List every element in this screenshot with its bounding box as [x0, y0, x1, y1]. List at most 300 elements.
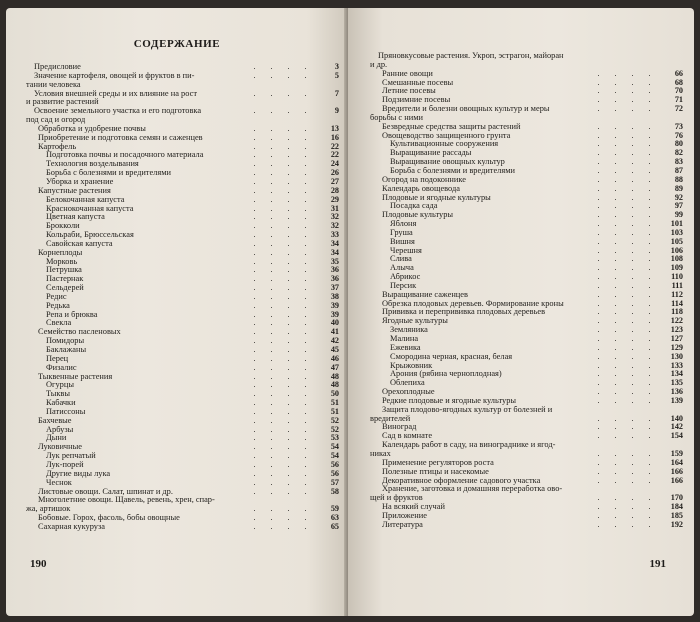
toc-leader-dots: . . . .	[597, 520, 657, 529]
toc-entry-page: 40	[330, 319, 339, 328]
toc-entry-page: 48	[330, 381, 339, 390]
toc-entry-title: Защита плодово-ягодных культур от болезней и	[382, 405, 553, 414]
toc-entry-title: Помидоры	[46, 337, 85, 346]
toc-entry-title: Календарь работ в саду, на винограднике и ягод-	[382, 441, 556, 450]
toc-entry	[370, 468, 683, 477]
toc-entry-title: Пастернак	[46, 275, 84, 284]
toc-leader-dots: . . . .	[597, 299, 657, 308]
toc-entry-title: под сад и огород	[26, 116, 86, 125]
toc-entry-title: Свекла	[46, 319, 72, 328]
toc-entry-title: Патиссоны	[46, 407, 86, 416]
toc-entry	[370, 503, 683, 512]
toc-entry-title: Сельдерей	[46, 284, 84, 293]
toc-entry-title: Груша	[390, 228, 413, 237]
toc-entry-page: 58	[330, 487, 339, 496]
toc-entry	[370, 220, 683, 229]
toc-entry	[370, 202, 683, 211]
toc-entry-page: 127	[670, 335, 683, 343]
toc-entry-title: Обрезка плодовых деревьев. Формирование кроны	[382, 299, 564, 308]
toc-entry-title: Савойская капуста	[46, 239, 113, 248]
toc-entry-title: Бобовые. Горох, фасоль, бобы овощные	[38, 514, 180, 523]
toc-entry-page: 52	[330, 425, 339, 434]
toc-entry	[370, 379, 683, 388]
toc-entry	[26, 434, 339, 443]
toc-leader-dots: . . . .	[253, 63, 313, 71]
toc-entry-page: 166	[670, 467, 683, 476]
toc-entry-page: 76	[674, 131, 683, 140]
toc-entry-page: 36	[330, 266, 339, 275]
toc-entry-title: Огород на подоконнике	[382, 175, 466, 184]
toc-entry-page: 47	[330, 363, 339, 372]
toc-entry-title: Выращивание саженцев	[382, 290, 468, 299]
toc-entry-page: 13	[330, 124, 339, 133]
toc-entry	[26, 381, 339, 390]
toc-entry	[370, 140, 683, 149]
toc-entry-page: 65	[330, 522, 339, 531]
toc-leader-dots: . . . .	[253, 363, 313, 372]
toc-entry	[26, 72, 339, 81]
toc-entry	[370, 149, 683, 158]
toc-entry	[370, 326, 683, 335]
toc-entry	[26, 373, 339, 382]
toc-leader-dots: . . . .	[597, 370, 657, 379]
toc-leader-dots: . . . .	[253, 407, 313, 416]
toc-entry-title: Персик	[390, 281, 417, 290]
right-page	[348, 8, 694, 616]
toc-entry-page: 71	[674, 96, 683, 105]
toc-leader-dots: . . . .	[253, 522, 313, 531]
toc-entry	[26, 266, 339, 275]
toc-entry-title: Безвредные средства защиты растений	[382, 122, 521, 131]
toc-entry-page: 39	[330, 301, 339, 310]
toc-leader-dots: . . . .	[253, 399, 313, 408]
toc-leader-dots: . . . .	[253, 337, 313, 346]
toc-entry-title: Морковь	[46, 257, 78, 266]
toc-entry-title: Культивационные сооружения	[390, 140, 499, 149]
toc-entry-title: Другие виды лука	[46, 469, 111, 478]
toc-entry	[26, 311, 339, 320]
toc-leader-dots: . . . .	[253, 195, 313, 204]
toc-entry	[26, 461, 339, 470]
toc-leader-dots: . . . .	[253, 469, 313, 478]
toc-entry-page: 109	[670, 264, 683, 273]
toc-entry-page: 170	[670, 494, 683, 503]
toc-entry-title: Ягодные культуры	[382, 317, 448, 326]
toc-entry	[26, 284, 339, 293]
toc-leader-dots: . . . .	[597, 511, 657, 520]
toc-entry-title: Применение регуляторов роста	[382, 458, 494, 467]
toc-entry-title: Яблоня	[390, 220, 417, 229]
toc-entry-page: 87	[674, 166, 683, 175]
toc-leader-dots: . . . .	[253, 284, 313, 293]
toc-entry-page: 111	[671, 281, 683, 290]
toc-entry-page: 122	[670, 317, 683, 326]
toc-entry-page: 114	[671, 299, 683, 308]
toc-leader-dots: . . . .	[253, 239, 313, 248]
toc-entry	[26, 107, 339, 116]
toc-leader-dots: . . . .	[597, 396, 657, 405]
toc-entry-title: Репа и брюква	[46, 310, 98, 319]
toc-leader-dots: . . . .	[597, 255, 657, 264]
toc-entry-title: Тыквы	[46, 390, 70, 399]
toc-entry-title: Подзимние посевы	[382, 96, 451, 105]
toc-leader-dots: . . . .	[597, 326, 657, 335]
toc-entry	[26, 319, 339, 328]
toc-entry-title: Белокочанная капуста	[46, 195, 125, 204]
toc-entry	[26, 328, 339, 337]
toc-entry-page: 22	[330, 151, 339, 160]
toc-leader-dots: . . . .	[253, 222, 313, 231]
toc-entry-title: Борьба с болезнями и вредителями	[46, 169, 171, 178]
toc-entry	[26, 523, 339, 532]
toc-entry	[370, 388, 683, 397]
toc-entry-title: Перец	[46, 354, 69, 363]
toc-entry	[370, 317, 683, 326]
toc-entry	[370, 229, 683, 238]
toc-entry-title: жа, артишок	[26, 505, 71, 514]
toc-leader-dots: . . . .	[597, 335, 657, 343]
toc-leader-dots: . . . .	[253, 319, 313, 328]
toc-leader-dots: . . . .	[597, 449, 657, 458]
toc-entry-page: 73	[674, 122, 683, 131]
toc-entry	[370, 70, 683, 79]
toc-leader-dots: . . . .	[597, 105, 657, 114]
toc-entry-title: Календарь овощевода	[382, 184, 460, 193]
toc-entry	[26, 443, 339, 452]
toc-entry-title: Семейство пасленовых	[38, 328, 121, 337]
toc-entry-title: Брокколи	[46, 222, 80, 231]
toc-leader-dots: . . . .	[597, 290, 657, 299]
toc-entry	[370, 96, 683, 105]
toc-leader-dots: . . . .	[253, 248, 313, 257]
toc-entry-title: Кабачки	[46, 399, 76, 408]
toc-entry-title: На всякий случай	[382, 503, 445, 512]
toc-entry	[370, 87, 683, 96]
toc-entry	[26, 514, 339, 523]
toc-entry-page: 24	[330, 160, 339, 169]
toc-entry-title: Виноград	[382, 423, 417, 432]
toc-leader-dots: . . . .	[597, 414, 657, 423]
toc-leader-dots: . . . .	[597, 87, 657, 96]
toc-leader-dots: . . . .	[253, 292, 313, 301]
toc-entry	[26, 169, 339, 178]
toc-leader-dots: . . . .	[253, 142, 313, 151]
toc-leader-dots: . . . .	[597, 379, 657, 388]
toc-entry-title: Петрушка	[46, 266, 82, 275]
toc-title: СОДЕРЖАНИЕ	[133, 38, 221, 50]
toc-entry-title: Луковичные	[38, 443, 82, 452]
toc-leader-dots: . . . .	[597, 361, 657, 370]
toc-entry-title: Смешанные посевы	[382, 78, 454, 87]
toc-entry	[370, 79, 683, 88]
toc-entry-page: 57	[330, 478, 339, 487]
toc-entry-title: Приобретение и подготовка семян и саженцев	[38, 133, 203, 142]
toc-entry	[26, 205, 339, 214]
toc-entry	[370, 291, 683, 300]
toc-entry	[370, 335, 683, 344]
toc-entry	[370, 308, 683, 317]
toc-entry	[370, 273, 683, 282]
toc-entry-title: Черешня	[390, 246, 422, 255]
toc-entry-title: Борьба с болезнями и вредителями	[390, 166, 515, 175]
toc-entry-title: Абрикос	[390, 273, 421, 282]
toc-leader-dots: . . . .	[597, 175, 657, 184]
toc-entry	[26, 90, 339, 99]
toc-entry	[370, 512, 683, 521]
toc-entry-page: 39	[330, 310, 339, 319]
toc-leader-dots: . . . .	[597, 343, 657, 352]
toc-entry-page: 52	[330, 416, 339, 425]
toc-entry-title: Плодовые и ягодные культуры	[382, 193, 491, 202]
toc-leader-dots: . . . .	[597, 503, 657, 512]
toc-entry	[370, 158, 683, 167]
toc-entry	[26, 346, 339, 355]
toc-leader-dots: . . . .	[253, 169, 313, 178]
toc-entry	[26, 496, 339, 505]
left-page-number: 190	[30, 558, 47, 570]
toc-entry	[370, 521, 683, 530]
toc-leader-dots: . . . .	[597, 237, 657, 246]
toc-entry	[370, 264, 683, 273]
toc-entry	[26, 355, 339, 364]
toc-entry	[26, 488, 339, 497]
toc-entry-title: Физалис	[46, 363, 77, 372]
toc-leader-dots: . . . .	[253, 505, 313, 514]
toc-leader-dots: . . . .	[597, 202, 657, 211]
toc-leader-dots: . . . .	[597, 388, 657, 397]
toc-leader-dots: . . . .	[597, 467, 657, 476]
toc-entry	[370, 441, 683, 450]
toc-entry-page: 29	[330, 195, 339, 204]
toc-entry	[26, 390, 339, 399]
toc-entry-title: тании человека	[26, 80, 81, 89]
toc-leader-dots: . . . .	[253, 266, 313, 275]
toc-entry	[370, 477, 683, 486]
toc-entry-title: Крыжовник	[390, 361, 433, 370]
toc-leader-dots: . . . .	[253, 443, 313, 452]
toc-entry-page: 56	[330, 469, 339, 478]
toc-entry	[26, 479, 339, 488]
toc-entry	[370, 406, 683, 415]
toc-entry-page: 36	[330, 275, 339, 284]
toc-leader-dots: . . . .	[597, 184, 657, 193]
toc-leader-dots: . . . .	[253, 452, 313, 461]
toc-entry	[26, 143, 339, 152]
toc-entry	[26, 452, 339, 461]
toc-entry-title: Хранение, заготовка и домашняя переработка ово-	[382, 485, 563, 494]
toc-entry-page: 66	[674, 69, 683, 78]
toc-entry-title: Овощеводство защищенного грунта	[382, 131, 511, 140]
toc-leader-dots: . . . .	[597, 228, 657, 237]
toc-entry-page: 123	[670, 326, 683, 335]
toc-leader-dots: . . . .	[253, 346, 313, 354]
toc-leader-dots: . . . .	[597, 193, 657, 202]
toc-entry-title: Редька	[46, 301, 70, 310]
toc-entry-title: Алыча	[390, 264, 414, 273]
toc-entry-title: Кольраби, Брюссельская	[46, 231, 134, 240]
toc-entry-page: 184	[670, 503, 683, 512]
toc-entry-title: Краснокочанная капуста	[46, 204, 134, 213]
toc-entry	[26, 187, 339, 196]
toc-entry-page: 106	[670, 246, 683, 255]
toc-entry-page: 51	[330, 399, 339, 408]
toc-entry-title: Летние посевы	[382, 87, 436, 96]
toc-entry-page: 7	[334, 89, 339, 98]
toc-entry-title: Малина	[390, 335, 419, 343]
toc-entry-title: и развитие растений	[26, 98, 99, 107]
toc-entry-page: 110	[671, 273, 683, 282]
toc-leader-dots: . . . .	[253, 151, 313, 160]
toc-leader-dots: . . . .	[253, 354, 313, 363]
toc-leader-dots: . . . .	[253, 231, 313, 240]
toc-entry-title: Редкие плодовые и ягодные культуры	[382, 396, 517, 405]
toc-leader-dots: . . . .	[253, 381, 313, 390]
toc-entry-page: 34	[330, 239, 339, 248]
toc-entry	[370, 370, 683, 379]
toc-leader-dots: . . . .	[253, 372, 313, 381]
toc-entry	[26, 213, 339, 222]
toc-entry-title: Дыни	[46, 434, 67, 443]
toc-entry-title: Плодовые культуры	[382, 211, 454, 220]
toc-entry-page: 136	[670, 388, 683, 397]
toc-entry	[26, 426, 339, 435]
toc-entry-page: 99	[674, 211, 683, 220]
toc-entry-page: 16	[330, 133, 339, 142]
toc-entry-page: 48	[330, 372, 339, 381]
toc-entry-page: 134	[670, 370, 683, 379]
toc-entry-title: Тыквенные растения	[38, 372, 113, 381]
toc-entry-title: Смородина черная, красная, белая	[390, 352, 513, 361]
toc-entry	[370, 238, 683, 247]
toc-entry-title: Прививка и перепрививка плодовых деревьев	[382, 308, 546, 317]
toc-entry-title: Уборка и хранение	[46, 177, 114, 186]
toc-entry	[370, 194, 683, 203]
toc-entry-page: 59	[330, 505, 339, 514]
toc-leader-dots: . . . .	[253, 89, 313, 98]
toc-entry	[26, 417, 339, 426]
toc-entry	[26, 98, 339, 107]
toc-entry	[370, 123, 683, 132]
toc-entry-page: 37	[330, 284, 339, 293]
toc-leader-dots: . . . .	[253, 204, 313, 213]
toc-entry-page: 92	[674, 193, 683, 202]
toc-entry-title: Посадка сада	[390, 202, 438, 211]
toc-entry-page: 72	[674, 105, 683, 114]
toc-leader-dots: . . . .	[253, 257, 313, 266]
toc-entry-page: 28	[330, 186, 339, 195]
toc-leader-dots: . . . .	[253, 160, 313, 169]
toc-leader-dots: . . . .	[253, 487, 313, 496]
toc-leader-dots: . . . .	[597, 149, 657, 158]
toc-leader-dots: . . . .	[597, 423, 657, 432]
toc-entry	[370, 255, 683, 264]
toc-entry-page: 101	[670, 220, 683, 229]
toc-entry	[26, 399, 339, 408]
toc-leader-dots: . . . .	[253, 133, 313, 142]
toc-entry-title: борьбы с ними	[370, 113, 423, 122]
toc-leader-dots: . . . .	[253, 275, 313, 284]
toc-entry-title: Обработка и удобрение почвы	[38, 124, 146, 133]
toc-entry-title: Слива	[390, 255, 412, 264]
toc-entry-page: 82	[674, 149, 683, 158]
toc-entry-title: Арбузы	[46, 425, 74, 434]
toc-entry-page: 129	[670, 343, 683, 352]
toc-entry-title: Выращивание овощных культур	[390, 158, 505, 167]
toc-entry-page: 70	[674, 87, 683, 96]
toc-entry-page: 63	[330, 514, 339, 523]
toc-entry-page: 51	[330, 407, 339, 416]
toc-entry-page: 35	[330, 257, 339, 266]
toc-entry-title: Ранние овощи	[382, 69, 433, 78]
toc-leader-dots: . . . .	[253, 107, 313, 116]
toc-entry	[26, 240, 339, 249]
toc-entry-page: 54	[330, 452, 339, 461]
toc-entry	[370, 61, 683, 70]
toc-leader-dots: . . . .	[597, 69, 657, 78]
toc-entry-page: 45	[330, 346, 339, 354]
toc-entry-title: Выращивание рассады	[390, 149, 472, 158]
toc-leader-dots: . . . .	[597, 140, 657, 149]
toc-entry	[370, 185, 683, 194]
toc-entry	[26, 151, 339, 160]
toc-entry-page: 80	[674, 140, 683, 149]
toc-entry-title: Полезные птицы и насекомые	[382, 467, 489, 476]
toc-entry-title: Арония (рябина черноплодная)	[390, 370, 502, 379]
left-page	[6, 8, 348, 616]
toc-entry-page: 27	[330, 177, 339, 186]
toc-entry-title: Капустные растения	[38, 186, 111, 195]
toc-leader-dots: . . . .	[253, 416, 313, 425]
toc-entry-page: 33	[330, 231, 339, 240]
toc-entry-title: Бахчевые	[38, 416, 72, 425]
toc-leader-dots: . . . .	[597, 220, 657, 229]
toc-entry	[370, 52, 683, 61]
toc-leader-dots: . . . .	[597, 281, 657, 290]
toc-entry	[26, 116, 339, 125]
toc-entry	[370, 494, 683, 503]
right-page-number: 191	[649, 558, 666, 570]
toc-entry-page: 185	[670, 511, 683, 520]
toc-entry	[26, 302, 339, 311]
toc-entry-page: 53	[330, 434, 339, 443]
toc-entry-page: 140	[670, 414, 683, 423]
toc-entry-page: 41	[330, 328, 339, 337]
toc-entry	[370, 485, 683, 494]
toc-entry	[370, 132, 683, 141]
toc-leader-dots: . . . .	[253, 328, 313, 337]
toc-entry-title: Многолетние овощи. Щавель, ревень, хрен, спар-	[38, 496, 215, 505]
toc-leader-dots: . . . .	[597, 273, 657, 282]
toc-entry	[26, 63, 339, 72]
toc-leader-dots: . . . .	[597, 122, 657, 131]
toc-entry-title: Вишня	[390, 237, 415, 246]
toc-entry-page: 56	[330, 460, 339, 469]
toc-entry-title: Пряновкусовые растения. Укроп, эстрагон, майоран	[378, 52, 564, 60]
toc-leader-dots: . . . .	[597, 211, 657, 220]
toc-entry-title: и др.	[370, 60, 388, 69]
toc-entry-title: Облепиха	[390, 379, 425, 388]
toc-entry	[26, 178, 339, 187]
toc-leader-dots: . . . .	[597, 246, 657, 255]
toc-entry	[370, 114, 683, 123]
toc-entry	[26, 231, 339, 240]
toc-entry-page: 50	[330, 390, 339, 399]
toc-entry-title: Цветная капуста	[46, 213, 105, 222]
toc-entry-page: 34	[330, 248, 339, 257]
toc-leader-dots: . . . .	[253, 124, 313, 133]
toc-leader-dots: . . . .	[253, 213, 313, 222]
toc-entry-page: 22	[330, 142, 339, 151]
